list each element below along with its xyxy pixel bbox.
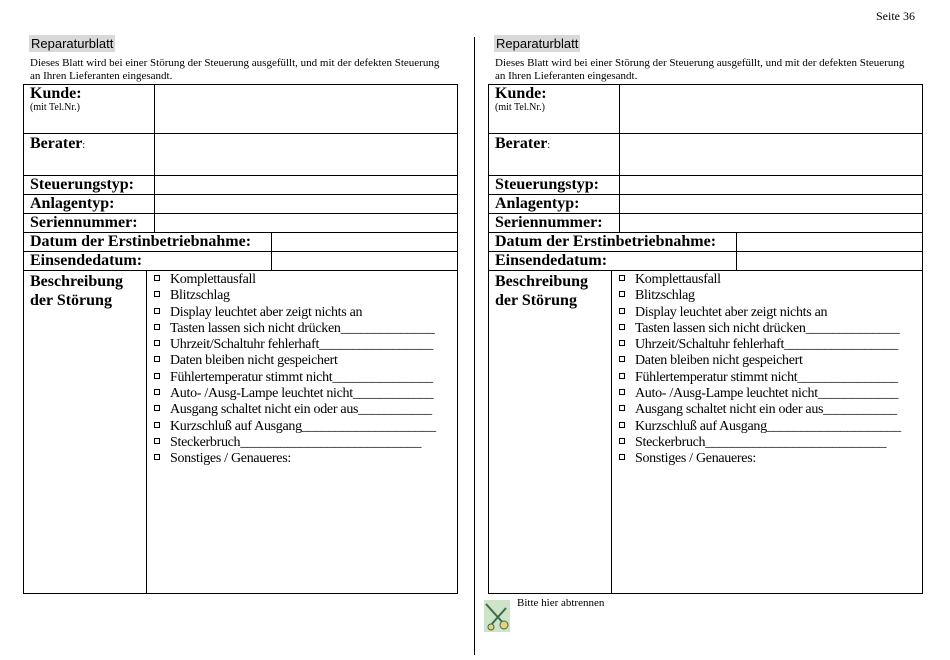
checklist-item[interactable]: Ausgang schaltet nicht ein oder aus___________ [154,402,436,418]
checkbox[interactable] [619,389,625,395]
system-type-label: Anlagentyp: [495,195,580,212]
checklist-item[interactable]: Auto- /Ausg-Lampe leuchtet nicht____________ [619,386,901,402]
checklist-item[interactable]: Tasten lassen sich nicht drücken______________ [154,321,436,337]
checkbox[interactable] [154,275,160,281]
checkbox[interactable] [619,454,625,460]
checkbox[interactable] [619,275,625,281]
customer-label: Kunde: [495,85,547,102]
serial-row[interactable] [489,214,922,233]
checklist-item[interactable]: Komplettausfall [619,272,901,288]
repair-form-right [488,35,925,594]
checkbox[interactable] [154,454,160,460]
checklist-item[interactable]: Tasten lassen sich nicht drücken______________ [619,321,901,337]
form-title: Reparaturblatt [496,36,579,51]
repair-form-left [23,35,460,594]
checklist-item[interactable]: Daten bleiben nicht gespeichert [154,353,436,369]
checklist-item[interactable]: Fühlertemperatur stimmt nicht_______________ [154,370,436,386]
commissioning-label: Datum der Erstinbetriebnahme: [495,233,717,250]
checkbox[interactable] [619,405,625,411]
system-type-row[interactable] [489,195,922,214]
control-type-label: Steuerungstyp: [30,176,135,193]
checklist-item[interactable]: Sonstiges / Genaueres: [154,451,436,467]
fault-checklist [154,272,436,468]
advisor-label: Berater [495,135,548,152]
checkbox[interactable] [619,422,625,428]
checkbox[interactable] [619,373,625,379]
fault-description [24,271,457,593]
checklist-item[interactable]: Uhrzeit/Schaltuhr fehlerhaft_________________ [154,337,436,353]
checklist-item[interactable]: Display leuchtet aber zeigt nichts an [154,305,436,321]
checkbox[interactable] [154,356,160,362]
form-intro: Dieses Blatt wird bei einer Störung der Steuerung ausgefüllt, und mit der defekten Steuerung an Ihren Lieferanten eingesandt. [30,57,440,82]
customer-sublabel: (mit Tel.Nr.) [495,102,545,113]
checkbox[interactable] [619,438,625,444]
commissioning-row[interactable] [24,233,457,252]
checklist-item[interactable]: Blitzschlag [619,288,901,304]
form-title: Reparaturblatt [31,36,114,51]
checkbox[interactable] [619,308,625,314]
fault-description [489,271,922,593]
cut-note: Bitte hier abtrennen [517,597,605,609]
checklist-item[interactable]: Display leuchtet aber zeigt nichts an [619,305,901,321]
cut-line [474,37,475,655]
checklist-item[interactable]: Uhrzeit/Schaltuhr fehlerhaft_________________ [619,337,901,353]
fault-checklist [619,272,901,468]
checklist-item[interactable]: Daten bleiben nicht gespeichert [619,353,901,369]
customer-row[interactable] [24,85,457,134]
send-date-label: Einsendedatum: [30,252,143,269]
serial-row[interactable] [24,214,457,233]
system-type-label: Anlagentyp: [30,195,115,212]
checklist-item[interactable]: Steckerbruch___________________________ [154,435,436,451]
advisor-label: Berater [30,135,83,152]
checkbox[interactable] [154,291,160,297]
checkbox[interactable] [154,308,160,314]
advisor-row[interactable]: Berater: [489,134,922,176]
checklist-item[interactable]: Steckerbruch___________________________ [619,435,901,451]
checklist-item[interactable]: Blitzschlag [154,288,436,304]
checkbox[interactable] [154,405,160,411]
form-table [488,84,923,594]
checkbox[interactable] [619,340,625,346]
fault-label: Beschreibung der Störung [30,273,124,309]
serial-label: Seriennummer: [495,214,603,231]
send-date-row[interactable] [24,252,457,271]
page-number: Seite 36 [876,9,915,23]
checkbox[interactable] [154,438,160,444]
checkbox[interactable] [154,422,160,428]
checkbox[interactable] [154,324,160,330]
checkbox[interactable] [154,373,160,379]
fault-label: Beschreibung der Störung [495,273,589,309]
checkbox[interactable] [154,340,160,346]
checklist-item[interactable]: Fühlertemperatur stimmt nicht_______________ [619,370,901,386]
commissioning-label: Datum der Erstinbetriebnahme: [30,233,252,250]
serial-label: Seriennummer: [30,214,138,231]
checklist-item[interactable]: Ausgang schaltet nicht ein oder aus___________ [619,402,901,418]
customer-row[interactable] [489,85,922,134]
commissioning-row[interactable] [489,233,922,252]
checklist-item[interactable]: Sonstiges / Genaueres: [619,451,901,467]
checkbox[interactable] [154,389,160,395]
checkbox[interactable] [619,291,625,297]
system-type-row[interactable] [24,195,457,214]
send-date-row[interactable] [489,252,922,271]
checkbox[interactable] [619,356,625,362]
form-table [23,84,458,594]
checklist-item[interactable]: Kurzschluß auf Ausgang____________________ [619,419,901,435]
customer-label: Kunde: [30,85,82,102]
advisor-row[interactable]: Berater: [24,134,457,176]
control-type-row[interactable] [24,176,457,195]
send-date-label: Einsendedatum: [495,252,608,269]
scissors-icon [484,600,510,632]
customer-sublabel: (mit Tel.Nr.) [30,102,80,113]
checklist-item[interactable]: Kurzschluß auf Ausgang____________________ [154,419,436,435]
form-intro: Dieses Blatt wird bei einer Störung der Steuerung ausgefüllt, und mit der defekten Steuerung an Ihren Lieferanten eingesandt. [495,57,905,82]
control-type-label: Steuerungstyp: [495,176,600,193]
control-type-row[interactable] [489,176,922,195]
checkbox[interactable] [619,324,625,330]
checklist-item[interactable]: Auto- /Ausg-Lampe leuchtet nicht____________ [154,386,436,402]
checklist-item[interactable]: Komplettausfall [154,272,436,288]
